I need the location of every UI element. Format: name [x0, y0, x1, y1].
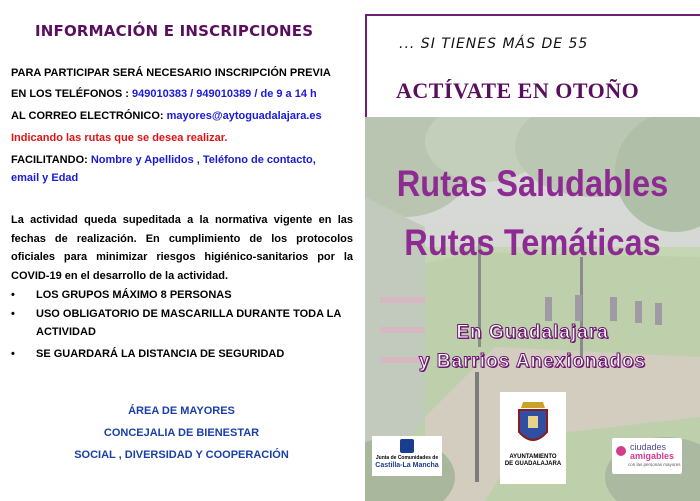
ciudades-heart-icon: [616, 446, 628, 460]
provide-label: FACILITANDO:: [11, 154, 91, 166]
jccm-logo: [372, 436, 442, 476]
footer-line-2: CONCEJALIA DE BIENESTAR: [103, 427, 260, 439]
ciudades-line-3: con las personas mayores: [628, 462, 681, 467]
top-rule: [365, 14, 700, 16]
location-line-1: En Guadalajara: [456, 322, 609, 343]
footer-line-1: ÁREA DE MAYORES: [128, 405, 235, 417]
headline-rutas-saludables: Rutas Saludables: [396, 163, 669, 204]
registration-required-text: PARA PARTICIPAR SERÁ NECESARIO INSCRIPCIÓN PREVIA: [11, 67, 331, 79]
phones-line: [11, 88, 317, 100]
headline-rutas-tematicas: Rutas Temáticas: [404, 222, 661, 263]
email-line: [11, 110, 322, 122]
age-tagline: ... SI TIENES MÁS DE 55: [399, 36, 589, 52]
phones-label: EN LOS TELÉFONOS :: [11, 88, 133, 100]
jccm-logo-line-2: Castilla-La Mancha: [375, 462, 439, 469]
bullet-item: • LOS GRUPOS MÁXIMO 8 PERSONAS: [11, 286, 363, 304]
ciudades-line-2: amigables: [630, 451, 675, 461]
ciudades-amigables-logo: [612, 438, 682, 474]
bullet-dot: •: [11, 308, 15, 320]
bullet-dot: •: [11, 289, 15, 301]
ayuntamiento-logo: [500, 392, 566, 484]
side-rule: [365, 14, 367, 117]
email-link[interactable]: mayores@aytoguadalajara.es: [166, 110, 322, 122]
ayuntamiento-line-1: AYUNTAMIENTO: [509, 454, 557, 460]
activate-heading: ACTÍVATE EN OTOÑO: [396, 78, 640, 103]
jccm-logo-line-1: Junta de Comunidades de: [375, 455, 439, 461]
ciudades-line-1: ciudades: [630, 442, 667, 452]
provide-line: [11, 154, 316, 166]
provide-value-1: Nombre y Apellidos , Teléfono de contacto,: [90, 154, 316, 166]
email-label: AL CORREO ELECTRÓNICO:: [11, 110, 167, 122]
routes-note: Indicando las rutas que se desea realizar.: [11, 132, 228, 144]
location-line-2: y Barrios Anexionados: [418, 351, 647, 372]
ayuntamiento-line-2: DE GUADALAJARA: [504, 461, 562, 467]
phones-value[interactable]: 949010383 / 949010389 / de 9 a 14 h: [132, 88, 317, 100]
footer-line-3: SOCIAL , DIVERSIDAD Y COOPERACIÓN: [74, 449, 289, 461]
coat-of-arms-icon: [513, 396, 553, 452]
info-title: INFORMACIÓN E INSCRIPCIONES: [35, 22, 314, 40]
bullet-item: • USO OBLIGATORIO DE MASCARILLA DURANTE TODA LA ACTIVIDAD: [11, 305, 363, 341]
bullet-item: • SE GUARDARÁ LA DISTANCIA DE SEGURIDAD: [11, 345, 363, 363]
bullet-dot: •: [11, 348, 15, 360]
provide-value-2: email y Edad: [11, 172, 79, 184]
jccm-emblem-icon: [400, 439, 414, 453]
covid-paragraph: La actividad queda supeditada a la normativa vigente en las fechas de realización. En cumplimiento de los protocolos oficiales para minimizar riesgos higiénico-sanitarios por la COVID-19 en el desarrollo de la actividad.: [11, 214, 353, 282]
